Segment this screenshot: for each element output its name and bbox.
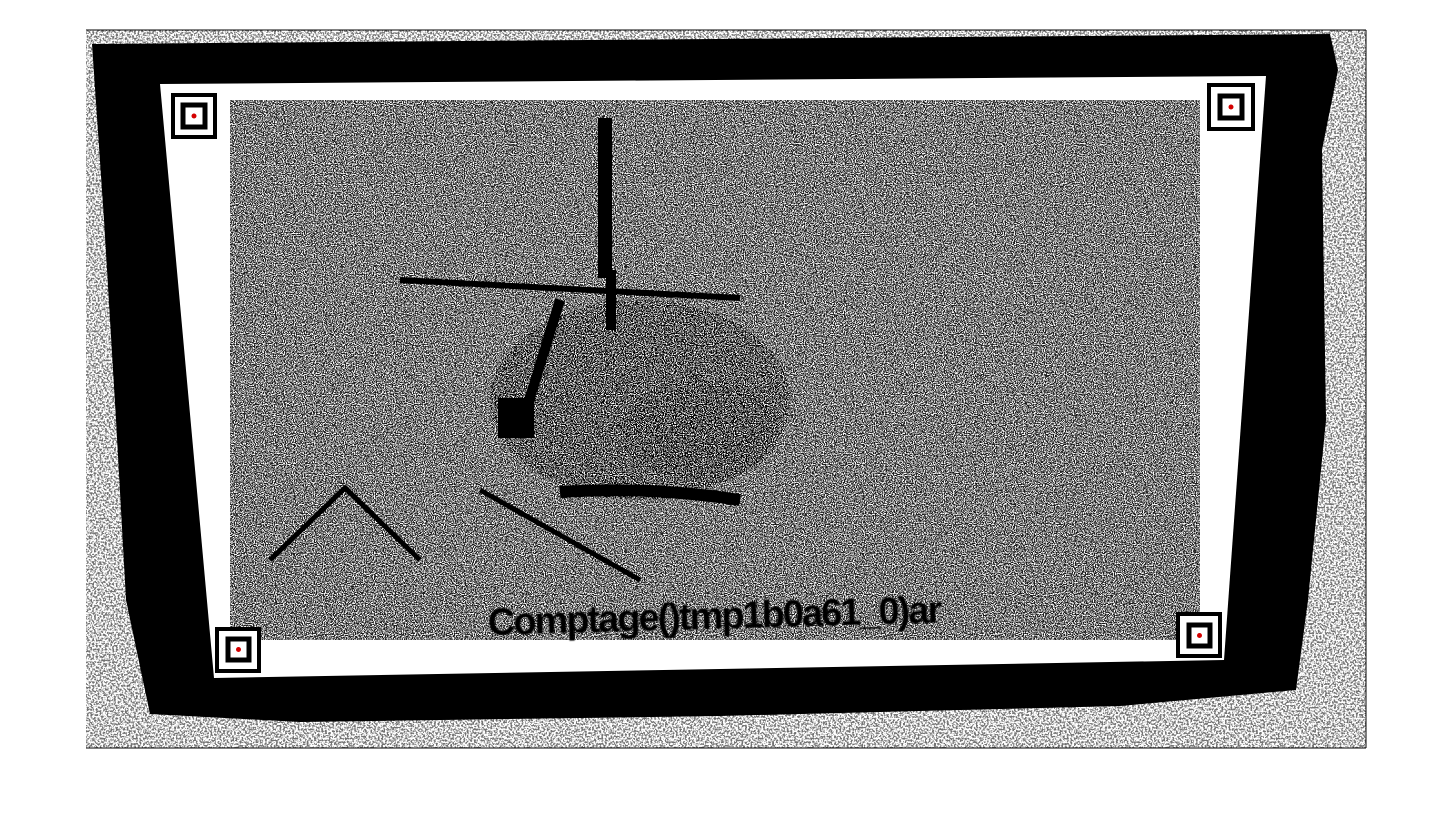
vertical-stroke <box>598 118 612 278</box>
top-right-marker <box>1209 85 1253 129</box>
card-caption: Comptage()tmp1b0a61_0)ar <box>487 589 941 644</box>
top-left-marker <box>173 95 215 137</box>
bottom-left-marker <box>217 629 259 671</box>
bottom-right-marker <box>1178 614 1220 656</box>
card-speckle <box>230 100 1200 640</box>
